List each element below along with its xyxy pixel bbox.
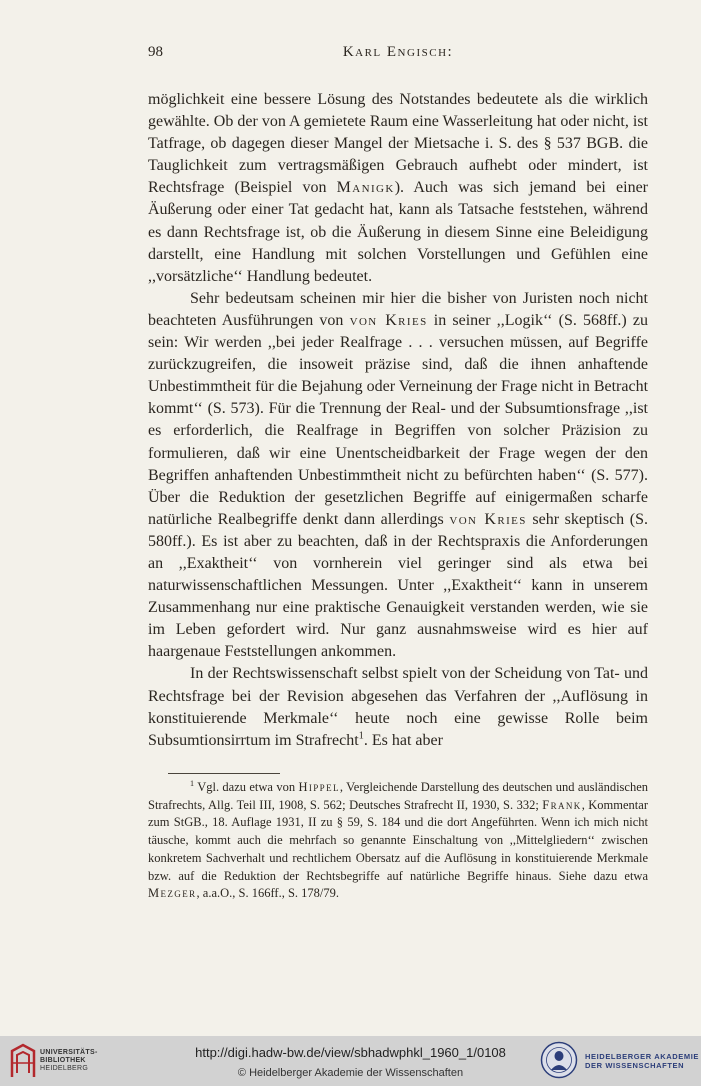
footnote-number: 1: [190, 778, 195, 788]
page-header: [148, 44, 648, 66]
paragraph-1: möglichkeit eine bessere Lösung des Notstandes bedeutete als die wirklich gewählte. Ob der von A gemietete Raum eine Wasserleitung hat oder nicht, ist Tatfrage, ob dagegen dieser Mangel der Mietsache i. S. des § 537 BGB. die Tauglichkeit zum vertragsmäßigen Gebrauch aufhebt oder mindert, ist Rechtsfrage (Beispiel von Manigk). Auch was sich jemand bei einer Äußerung oder einer Tat gedacht hat, kann als Tatsache feststehen, während es dann Rechtsfrage ist, ob die Äußerung in diesem Sinne eine Beleidigung darstellt, eine Handlung mit solchen Vorstellungen und Gefühlen eine ,,vorsätzliche‘‘ Handlung bedeutet.: [148, 91, 649, 285]
copyright-notice: © Heidelberger Akademie der Wissenschaften: [237, 1067, 464, 1079]
academy-seal-icon[interactable]: [540, 1041, 578, 1079]
footnote: $^1$ Vgl. dazu etwa von Hippel, Vergleichende Darstellung des deutschen und ausländischen Strafrechts, Allg. Teil III, 1908, S. 562; Deutsches Strafrecht II, 1930, S. 332; Frank, Kommentar zum StGB., 18. Auflage 1931, II zu § 59, S. 184 und die dort Angeführten. Wenn ich mich nicht täusche, kommt auch die mehrfach so genannte Einschaltung von ,,Mittelgliedern‘‘ zwischen konkretem Sachverhalt und rechtlichem Obersatz auf die Auflösung in konstituierende Merkmale bzw. auf die Reduktion der Rechtsbegriffe auf natürliche Begriffe hinaus. Siehe dazu etwa Mezger, a.a.O., S. 166ff., S. 178/79.: [148, 778, 649, 901]
footnote-ref: 1: [358, 730, 364, 742]
footnote-rule: [168, 773, 280, 774]
academy-name: HEIDELBERGER AKADEMIE DER WISSENSCHAFTEN: [585, 1052, 699, 1070]
page-number: 98: [148, 44, 163, 60]
paragraph-2: Sehr bedeutsam scheinen mir hier die bisher von Juristen noch nicht beachteten Ausführungen von von Kries in seiner ,,Logik‘‘ (S. 568ff.) zu sein: Wir werden ,,bei jeder Realfrage . . . versuchen müssen, auf Begriffe zurückzugreifen, die insoweit präzise sind, daß die ihnen anhaftende Unbestimmtheit für die Bejahung oder Verneinung der Frage nicht in Betracht kommt‘‘ (S. 573). Für die Trennung der Real- und der Subsumtionsfrage ,,ist es erforderlich, die Realfrage in Begriffen von solcher Präzision zu formulieren, daß wir eine Unentscheidbarkeit der Frage wegen der den Begriffen anhaftenden Unbestimmtheit nicht zu befürchten haben‘‘ (S. 577). Über die Reduktion der gesetzlichen Begriffe auf einigermaßen scharfe natürliche Realbegriffe denkt dann allerdings von Kries sehr skeptisch (S. 580ff.). Es ist aber zu beachten, daß in der Rechtspraxis die Anforderungen an ,,Exaktheit‘‘ von vornherein viel geringer sind als etwa bei naturwissenschaftlichen Messungen. Unter ,,Exaktheit‘‘ kann in unserem Zusammenhang nur eine praktische Genauigkeit verstanden werden, wie sie im Leben gefordert wird. Nur ganz ausnahmsweise wird es hier auf haargenaue Feststellungen ankommen.: [148, 289, 649, 661]
body-text: [148, 89, 648, 752]
author-name: Frank: [542, 797, 582, 812]
running-head: Karl Engisch:: [342, 44, 454, 60]
viewer-footer: [0, 1036, 701, 1086]
author-name: Mezger: [148, 886, 197, 901]
author-name: von Kries: [349, 311, 428, 329]
author-name: von Kries: [449, 510, 527, 528]
permalink-url[interactable]: http://digi.hadw-bw.de/view/sbhadwphkl_1960_1/0108: [195, 1045, 506, 1060]
author-name: Hippel: [298, 780, 340, 794]
author-name: Manigk: [336, 179, 395, 197]
paragraph-3: In der Rechtswissenschaft selbst spielt von der Scheidung von Tat- und Rechtsfrage bei der Revision abgesehen das Verfahren der ,,Auflösung in konstituierende Merkmale‘‘ heute noch eine gewisse Rolle beim Subsumtionsirrtum im Strafrecht$^1$. Es hat aber: [148, 665, 648, 749]
library-name: UNIVERSITÄTS- BIBLIOTHEK HEIDELBERG: [40, 1049, 98, 1072]
